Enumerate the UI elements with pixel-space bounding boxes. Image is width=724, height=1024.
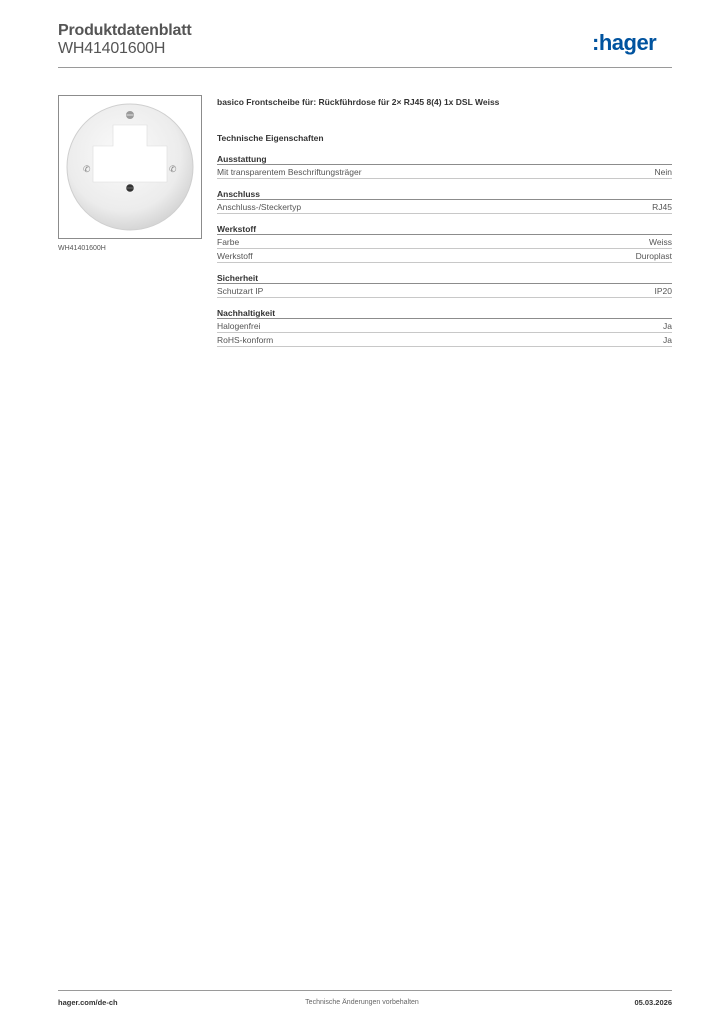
footer-website-link[interactable]: hager.com/de-ch bbox=[58, 998, 118, 1007]
phone-symbol-right-icon: ✆ bbox=[169, 165, 177, 175]
spec-value: Ja bbox=[663, 335, 672, 345]
hager-logo: :hager bbox=[592, 30, 657, 55]
spec-value: Duroplast bbox=[635, 251, 672, 261]
product-code-heading: WH41401600H bbox=[58, 40, 166, 57]
spec-label: Anschluss-/Steckertyp bbox=[217, 202, 302, 212]
spec-label: Werkstoff bbox=[217, 251, 253, 261]
section-title: Nachhaltigkeit bbox=[217, 307, 672, 319]
spec-row bbox=[217, 284, 672, 298]
spec-row bbox=[217, 200, 672, 214]
section-title: Anschluss bbox=[217, 188, 672, 200]
spec-content bbox=[217, 95, 672, 347]
spec-row bbox=[217, 165, 672, 179]
section-anschluss bbox=[217, 188, 672, 214]
specs-heading: Technische Eigenschaften bbox=[217, 133, 324, 143]
spec-value: IP20 bbox=[654, 286, 672, 296]
image-caption: WH41401600H bbox=[58, 245, 106, 252]
spec-row bbox=[217, 235, 672, 249]
product-title: basico Frontscheibe für: Rückführdose für 2× RJ45 8(4) 1x DSL Weiss bbox=[217, 97, 500, 107]
spec-label: Halogenfrei bbox=[217, 321, 261, 331]
footer-notice: Technische Änderungen vorbehalten bbox=[305, 999, 419, 1006]
spec-label: Schutzart IP bbox=[217, 286, 264, 296]
spec-row bbox=[217, 249, 672, 263]
section-nachhaltigkeit bbox=[217, 307, 672, 347]
section-ausstattung bbox=[217, 153, 672, 179]
spec-row bbox=[217, 319, 672, 333]
footer-rule bbox=[58, 990, 672, 991]
spec-value: Ja bbox=[663, 321, 672, 331]
section-title: Werkstoff bbox=[217, 223, 672, 235]
spec-value: Nein bbox=[654, 167, 672, 177]
header-rule bbox=[58, 67, 672, 68]
spec-label: RoHS-konform bbox=[217, 335, 274, 345]
section-title: Ausstattung bbox=[217, 153, 672, 165]
spec-label: Farbe bbox=[217, 237, 240, 247]
spec-label: Mit transparentem Beschriftungsträger bbox=[217, 167, 362, 177]
phone-symbol-left-icon: ✆ bbox=[83, 165, 91, 175]
frontplate-image bbox=[59, 96, 201, 238]
section-werkstoff bbox=[217, 223, 672, 263]
footer-date: 05.03.2026 bbox=[634, 998, 672, 1007]
spec-value: Weiss bbox=[649, 237, 672, 247]
spec-value: RJ45 bbox=[652, 202, 672, 212]
spec-row bbox=[217, 333, 672, 347]
section-title: Sicherheit bbox=[217, 272, 672, 284]
product-image bbox=[58, 95, 202, 239]
header-title: Produktdatenblatt bbox=[58, 22, 192, 39]
section-sicherheit bbox=[217, 272, 672, 298]
